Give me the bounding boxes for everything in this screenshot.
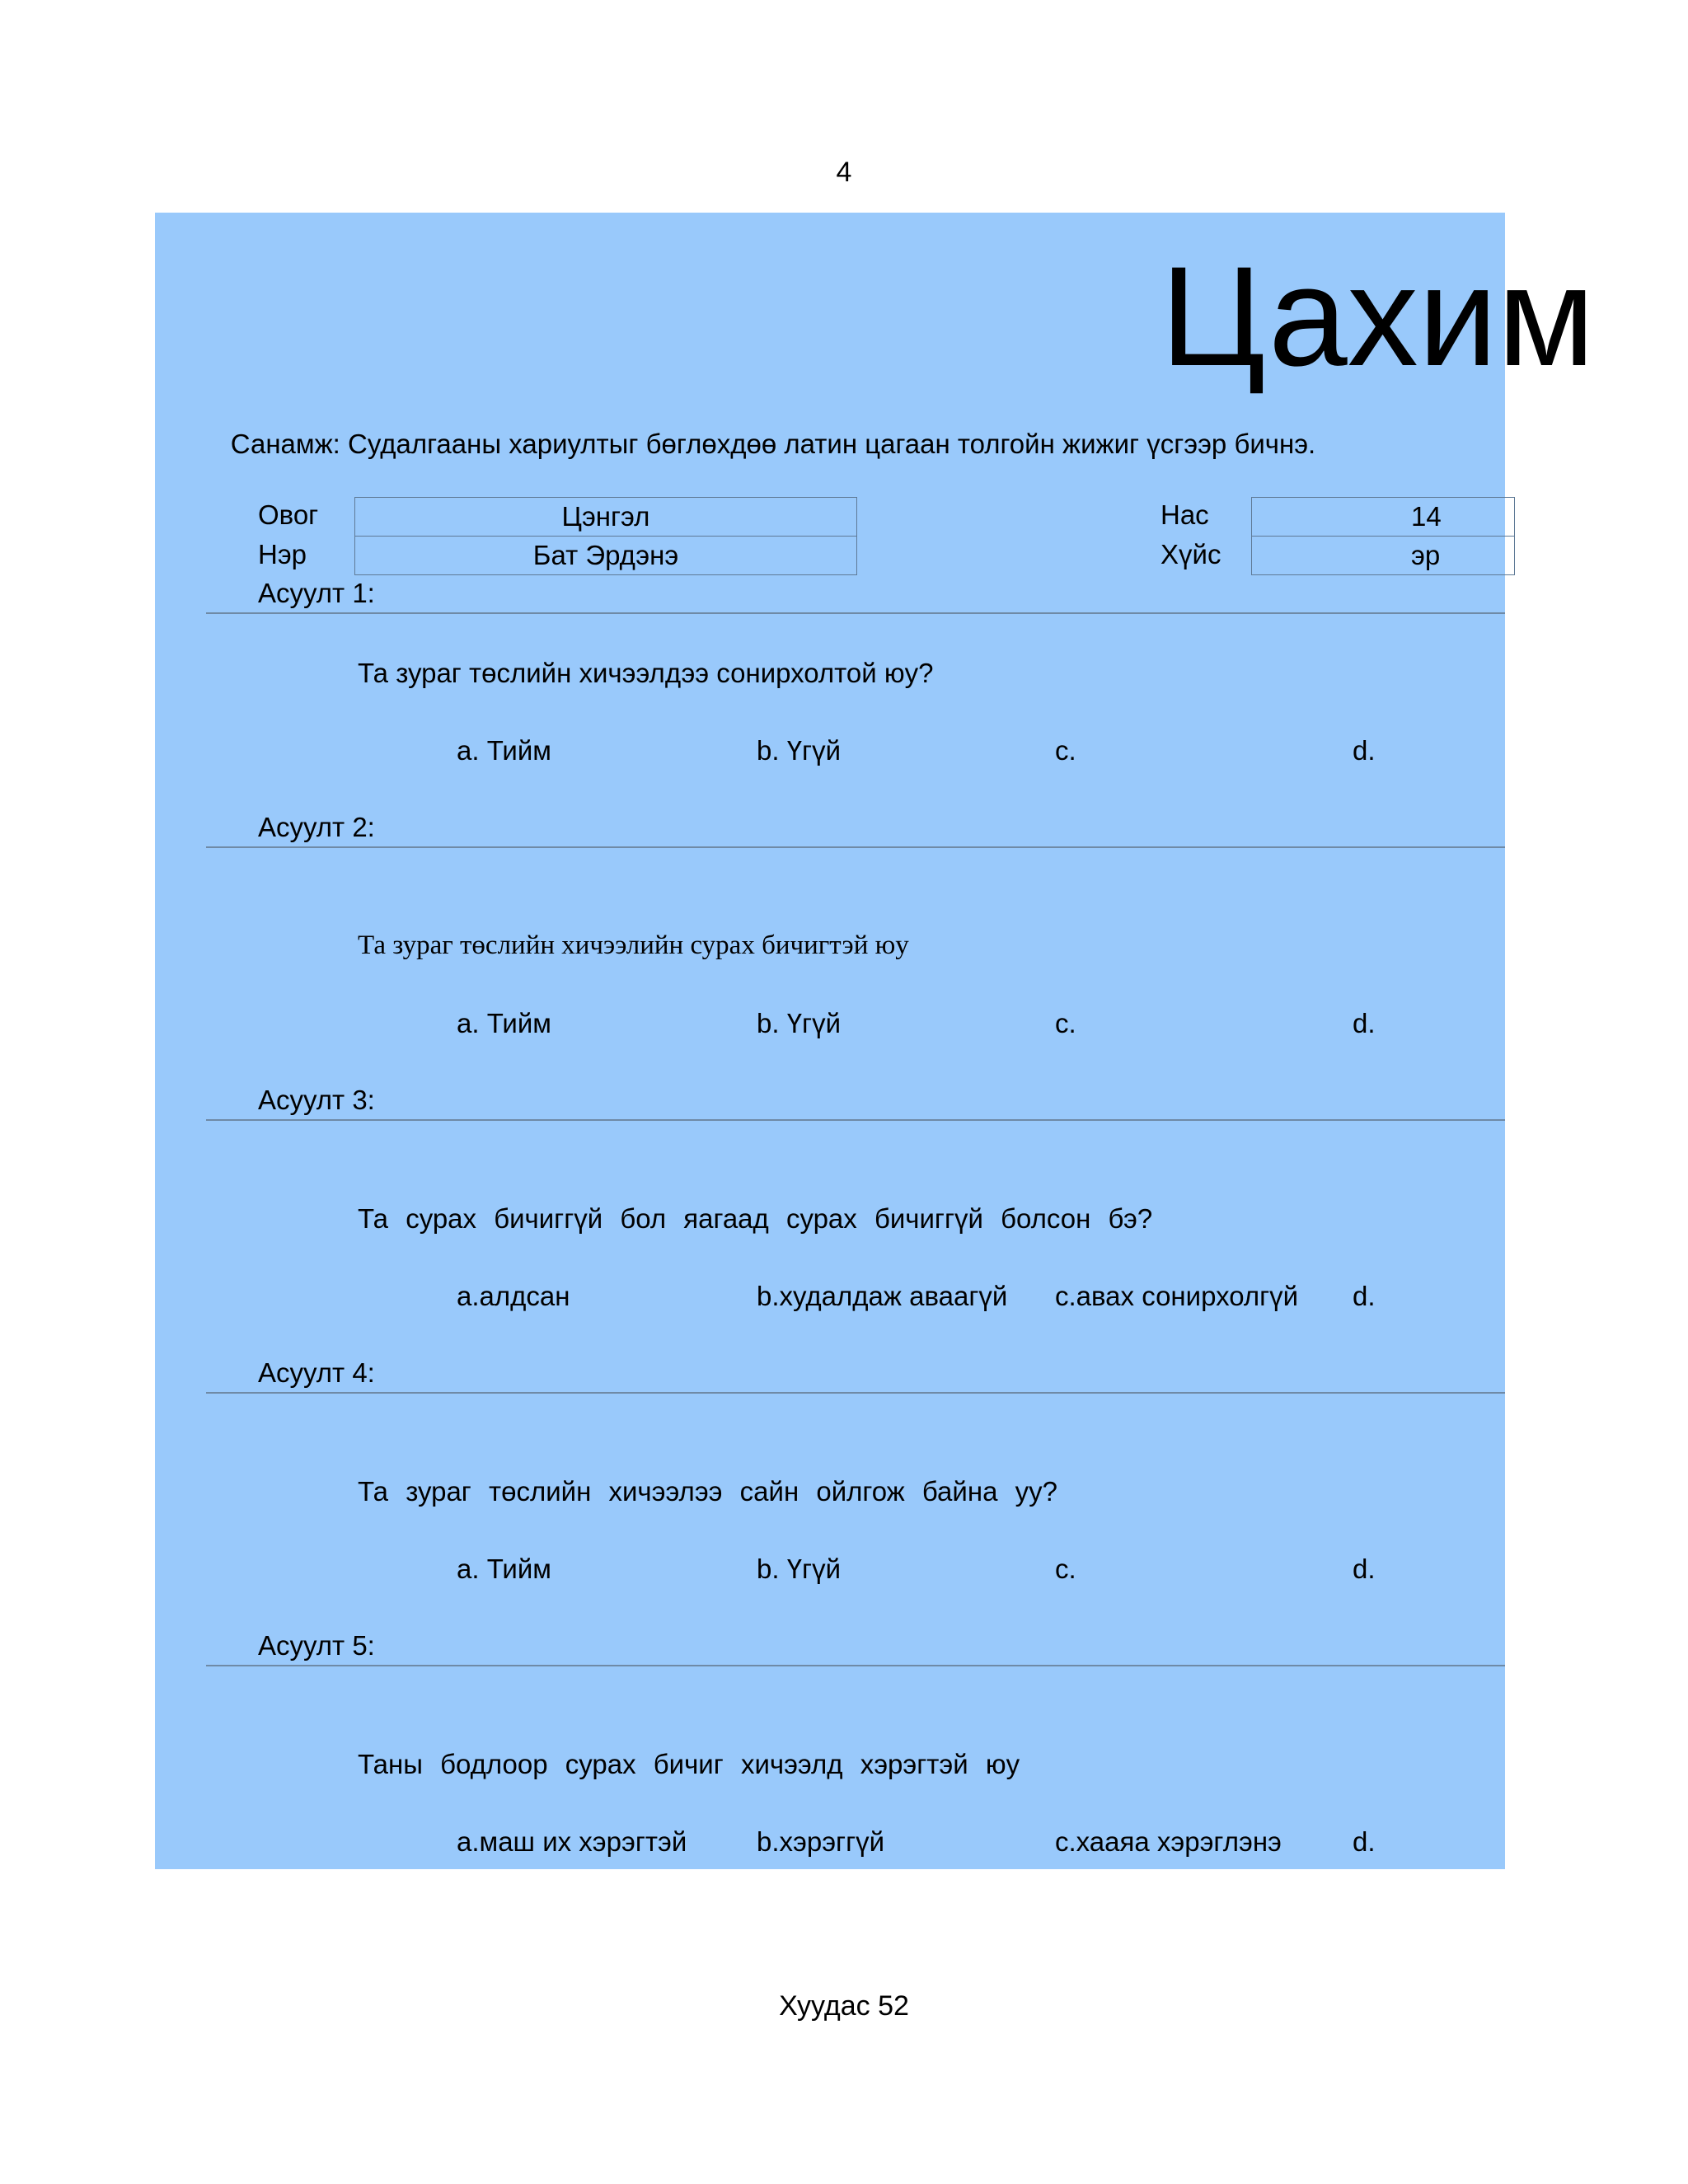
question-3-divider [206,1119,1505,1121]
question-1-option-b[interactable]: b. Үгүй [757,735,842,766]
question-3-option-a[interactable]: a.алдсан [457,1281,570,1311]
question-5-option-c[interactable]: c.хааяа хэрэглэнэ [1055,1826,1282,1857]
surname-field[interactable]: Цэнгэл [354,497,857,537]
question-5-option-a[interactable]: a.маш их хэрэгтэй [457,1826,687,1857]
survey-sheet [155,213,1596,1869]
question-1-divider [206,612,1505,614]
gender-field[interactable]: эр [1251,536,1515,575]
question-2-option-d[interactable]: d. [1353,1008,1376,1038]
name-label: Нэр [258,539,307,569]
question-1-option-a[interactable]: a. Тийм [457,735,551,766]
question-2-label: Асуулт 2: [258,812,375,842]
question-5-divider [206,1665,1505,1666]
page-number-top: 4 [836,157,852,188]
name-field[interactable]: Бат Эрдэнэ [354,536,857,575]
question-5-option-b[interactable]: b.хэрэггүй [757,1826,885,1857]
question-4-option-d[interactable]: d. [1353,1554,1376,1584]
age-field[interactable]: 14 [1251,497,1515,537]
question-4-label: Асуулт 4: [258,1357,375,1388]
age-label: Нас [1160,499,1209,530]
question-4-option-a[interactable]: a. Тийм [457,1554,551,1584]
question-3-label: Асуулт 3: [258,1085,375,1115]
question-3-option-b[interactable]: b.худалдаж аваагүй [757,1281,1008,1311]
question-2-option-c[interactable]: c. [1055,1008,1076,1038]
question-4-option-b[interactable]: b. Үгүй [757,1554,842,1584]
sheet-title: Цахим [1160,237,1596,396]
question-2-divider [206,846,1505,848]
question-1-text: Та зураг төслийн хичээлдээ сонирхолтой юу? [358,658,934,688]
surname-label: Овог [258,499,319,530]
question-5-option-d[interactable]: d. [1353,1826,1376,1857]
question-4-text: Та зураг төслийн хичээлээ сайн ойлгож байна уу? [358,1476,1057,1507]
question-5-label: Асуулт 5: [258,1630,375,1661]
page-footer: Хуудас 52 [779,1990,909,2022]
question-1-option-c[interactable]: c. [1055,735,1076,766]
question-3-text: Та сурах бичиггүй бол яагаад сурах бичиггүй болсон бэ? [358,1203,1153,1234]
question-1-label: Асуулт 1: [258,578,375,608]
question-2-option-a[interactable]: a. Тийм [457,1008,551,1038]
gender-label: Хүйс [1160,539,1221,569]
question-2-text: Та зураг төслийн хичээлийн сурах бичигтэй юу [358,930,909,960]
question-5-text: Таны бодлоор сурах бичиг хичээлд хэрэгтэй юу [358,1749,1020,1779]
instruction-note: Санамж: Судалгааны хариултыг бөглөхдөө латин цагаан толгойн жижиг үсгээр бичнэ. [230,429,1316,459]
question-3-option-d[interactable]: d. [1353,1281,1376,1311]
question-4-divider [206,1392,1505,1394]
question-4-option-c[interactable]: c. [1055,1554,1076,1584]
question-2-option-b[interactable]: b. Үгүй [757,1008,842,1038]
question-1-option-d[interactable]: d. [1353,735,1376,766]
question-3-option-c[interactable]: c.авах сонирхолгүй [1055,1281,1299,1311]
